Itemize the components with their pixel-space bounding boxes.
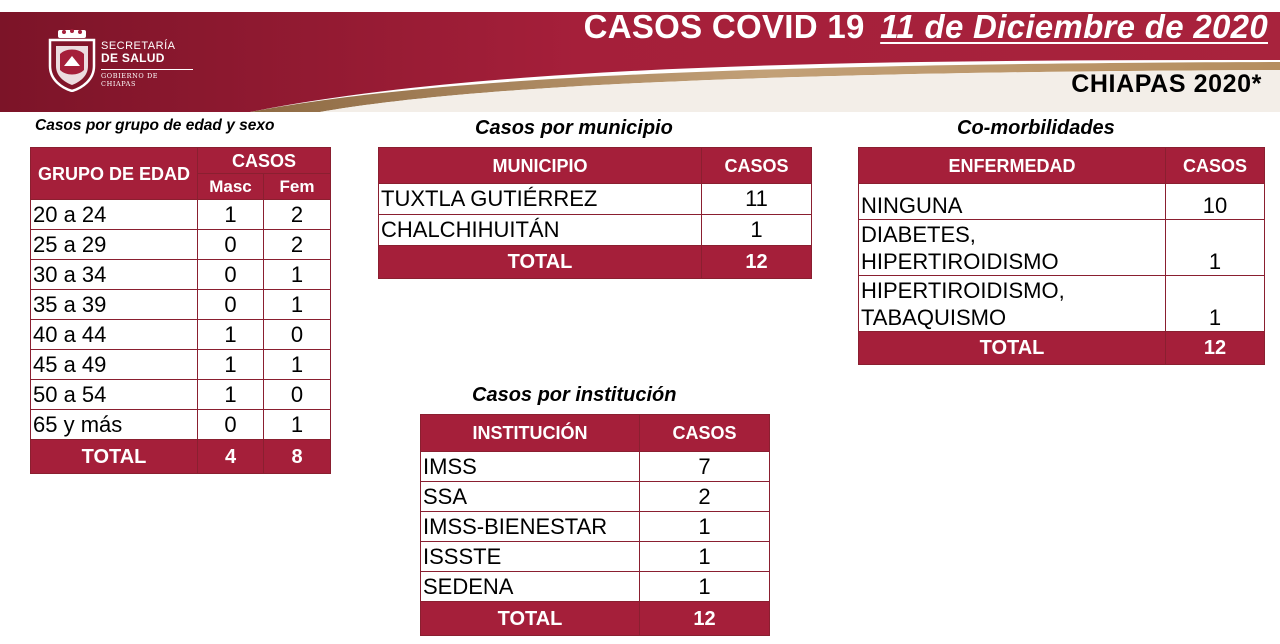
total-fem: 8: [264, 440, 331, 474]
disease-name: [859, 276, 1166, 332]
title-text: CASOS COVID 19: [583, 8, 865, 45]
age-group: 50 a 54: [31, 380, 198, 410]
coat-of-arms-logo: [46, 26, 98, 92]
fem-count: 1: [264, 410, 331, 440]
disease-cases: 10: [1166, 184, 1265, 220]
table-row: [859, 184, 1265, 220]
masc-count: 1: [198, 380, 264, 410]
table-row: [421, 572, 770, 602]
fem-count: 1: [264, 260, 331, 290]
institution-cases: 7: [640, 452, 770, 482]
table-row: [31, 290, 331, 320]
masc-count: 1: [198, 320, 264, 350]
masc-count: 1: [198, 350, 264, 380]
institution-cases: 1: [640, 572, 770, 602]
disease-name: [859, 184, 1166, 220]
fem-count: 2: [264, 230, 331, 260]
age-group: 65 y más: [31, 410, 198, 440]
col-header-municipio: MUNICIPIO: [379, 148, 702, 184]
col-header-institucion: INSTITUCIÓN: [421, 415, 640, 452]
section-title-edad: Casos por grupo de edad y sexo: [35, 117, 275, 134]
col-header-masc: Masc: [198, 174, 264, 200]
fem-count: 1: [264, 350, 331, 380]
section-title-comorbilidades: Co-morbilidades: [957, 117, 1115, 139]
table-row: [31, 230, 331, 260]
masc-count: 0: [198, 230, 264, 260]
institution-name: SSA: [421, 482, 640, 512]
table-row: [31, 320, 331, 350]
total-masc: 4: [198, 440, 264, 474]
institution-table: [420, 414, 770, 636]
table-row: [31, 380, 331, 410]
municipality-table: [378, 147, 812, 279]
fem-count: 0: [264, 320, 331, 350]
disease-line-2: TABAQUISMO: [861, 305, 1007, 330]
municipality-name: CHALCHIHUITÁN: [379, 215, 702, 246]
masc-count: 1: [198, 200, 264, 230]
total-value: 12: [1166, 332, 1265, 365]
section-title-municipio: Casos por municipio: [475, 117, 673, 139]
table-row: [421, 452, 770, 482]
masc-count: 0: [198, 290, 264, 320]
institution-name: IMSS: [421, 452, 640, 482]
table-row: [379, 184, 812, 215]
table-row: [31, 350, 331, 380]
institution-name: ISSSTE: [421, 542, 640, 572]
institution-name: SEDENA: [421, 572, 640, 602]
page-title: [584, 8, 1268, 46]
fem-count: 0: [264, 380, 331, 410]
fem-count: 1: [264, 290, 331, 320]
org-line-1: SECRETARÍA: [101, 40, 176, 52]
table-row: [859, 220, 1265, 276]
disease-line-2: NINGUNA: [861, 193, 963, 218]
table-row: [379, 215, 812, 246]
total-label: TOTAL: [31, 440, 198, 474]
masc-count: 0: [198, 410, 264, 440]
title-date: 11 de Diciembre de 2020: [880, 8, 1268, 45]
organization-name: [101, 40, 193, 88]
header-banner: [0, 0, 1280, 112]
total-row: [421, 602, 770, 636]
age-group: 35 a 39: [31, 290, 198, 320]
col-header-casos: CASOS: [198, 148, 331, 174]
municipality-name: TUXTLA GUTIÉRREZ: [379, 184, 702, 215]
state-label: CHIAPAS 2020*: [1071, 70, 1262, 98]
table-row: [421, 512, 770, 542]
col-header-casos: CASOS: [640, 415, 770, 452]
total-value: 12: [640, 602, 770, 636]
org-line-3: GOBIERNO DE CHIAPAS: [101, 69, 193, 88]
institution-name: IMSS-BIENESTAR: [421, 512, 640, 542]
institution-cases: 2: [640, 482, 770, 512]
col-header-fem: Fem: [264, 174, 331, 200]
total-label: TOTAL: [859, 332, 1166, 365]
age-group: 40 a 44: [31, 320, 198, 350]
masc-count: 0: [198, 260, 264, 290]
table-row: [31, 200, 331, 230]
institution-cases: 1: [640, 542, 770, 572]
table-row: [421, 542, 770, 572]
col-header-casos: CASOS: [702, 148, 812, 184]
age-sex-table: [30, 147, 331, 474]
table-row: [31, 410, 331, 440]
total-row: [31, 440, 331, 474]
table-row: [421, 482, 770, 512]
col-header-grupo: GRUPO DE EDAD: [31, 148, 198, 200]
total-label: TOTAL: [379, 246, 702, 279]
age-group: 20 a 24: [31, 200, 198, 230]
disease-name: [859, 220, 1166, 276]
age-group: 45 a 49: [31, 350, 198, 380]
total-label: TOTAL: [421, 602, 640, 636]
table-row: [859, 276, 1265, 332]
disease-cases: 1: [1166, 220, 1265, 276]
age-group: 25 a 29: [31, 230, 198, 260]
comorbidities-table: [858, 147, 1265, 365]
institution-cases: 1: [640, 512, 770, 542]
disease-line-1: HIPERTIROIDISMO,: [861, 278, 1065, 303]
municipality-cases: 11: [702, 184, 812, 215]
municipality-cases: 1: [702, 215, 812, 246]
org-line-2: DE SALUD: [101, 51, 165, 65]
fem-count: 2: [264, 200, 331, 230]
total-row: [859, 332, 1265, 365]
age-group: 30 a 34: [31, 260, 198, 290]
col-header-enfermedad: ENFERMEDAD: [859, 148, 1166, 184]
total-row: [379, 246, 812, 279]
disease-line-2: HIPERTIROIDISMO: [861, 249, 1059, 274]
disease-cases: 1: [1166, 276, 1265, 332]
col-header-casos: CASOS: [1166, 148, 1265, 184]
table-row: [31, 260, 331, 290]
total-value: 12: [702, 246, 812, 279]
section-title-institucion: Casos por institución: [472, 384, 677, 406]
disease-line-1: DIABETES,: [861, 222, 976, 247]
